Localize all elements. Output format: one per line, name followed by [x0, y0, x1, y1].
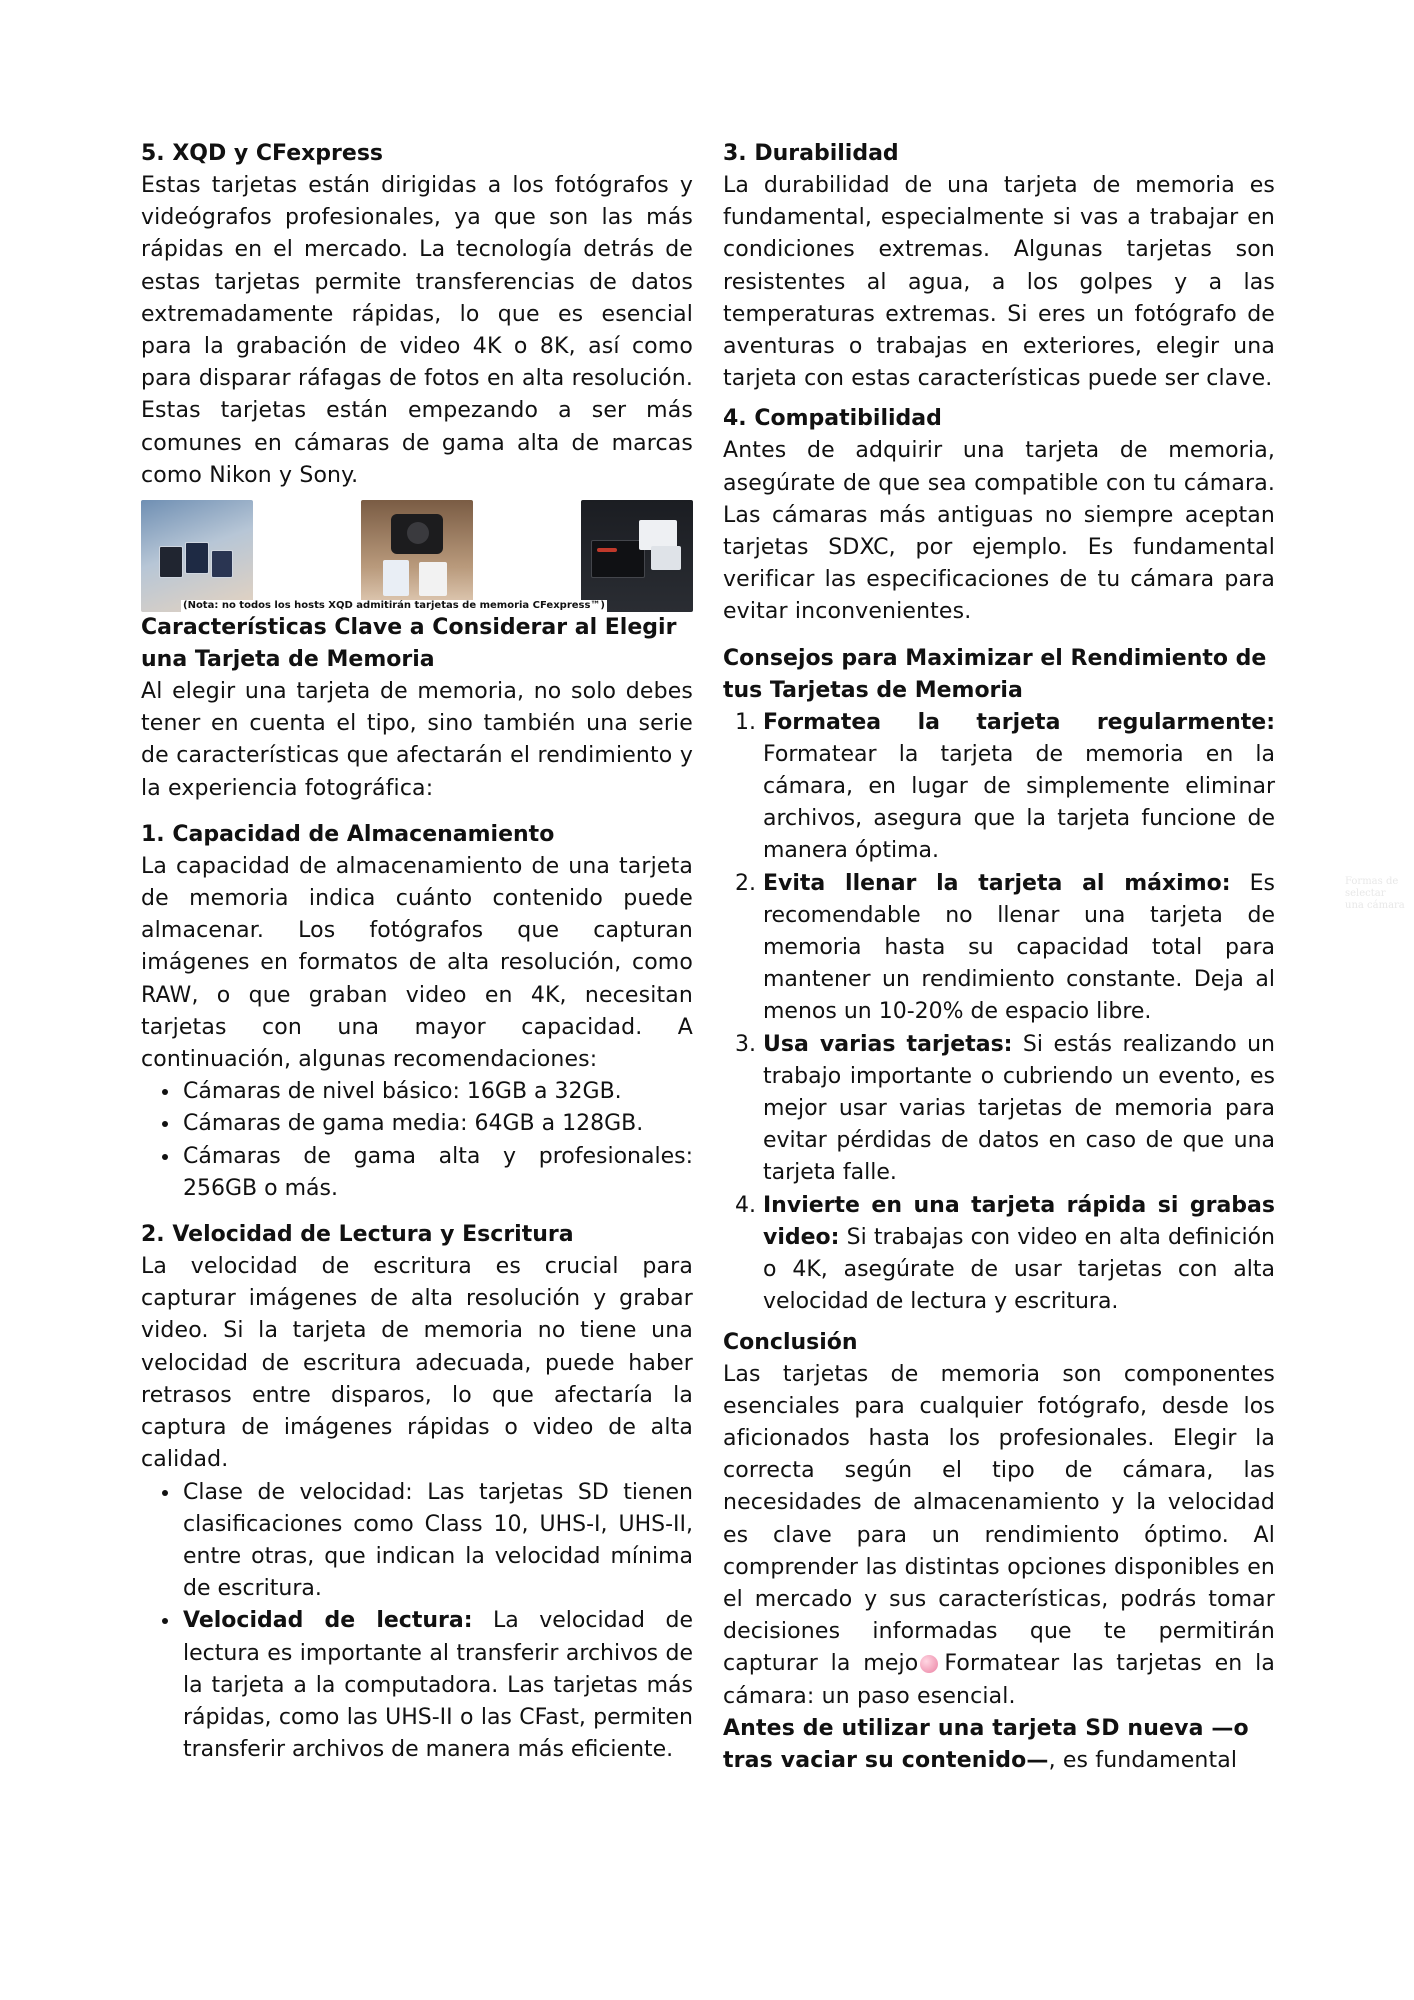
list-item [763, 868, 1275, 1029]
tips-list [723, 707, 1275, 1319]
list-item-text: Si trabajas con video en alta definición o 4K, asegúrate de usar tarjetas con alta velocidad de lectura y escritura. [763, 1224, 1275, 1315]
list-item [181, 1605, 693, 1766]
section-title-durability: 3. Durabilidad [723, 141, 899, 166]
section-text-capacity: La capacidad de almacenamiento de una tarjeta de memoria indica cuánto contenido puede almacenar. Los fotógrafos que capturan imágenes en formatos de alta resolución, como RAW, o que graban video en 4K, necesitan tarjetas con una mayor capacidad. A continuación, algunas recomendaciones: [141, 853, 693, 1073]
list-item [763, 1029, 1275, 1190]
section-text-conclusion [723, 1359, 1275, 1713]
section-title-conclusion: Conclusión [723, 1329, 858, 1355]
list-item-text: Si estás realizando un trabajo importante o cubriendo un evento, es mejor usar varias tarjetas de memoria para evitar pérdidas de datos en caso de que una tarjeta falle. [763, 1031, 1275, 1186]
watermark-text: Formas de selectar una cámara [1345, 876, 1405, 911]
list-item-text: Formatear la tarjeta de memoria en la cámara, en lugar de simplemente eliminar archivos, asegura que la tarjeta funcione de manera óptima. [763, 741, 1275, 864]
section-title-tips: Consejos para Maximizar el Rendimiento de tus Tarjetas de Memoria [723, 645, 1267, 703]
list-item-bold: Invierte en una tarjeta rápida si grabas video: [763, 1192, 1275, 1250]
list-item: • Cámaras de nivel básico: 16GB a 32GB. [181, 1076, 693, 1108]
pink-blob-icon [920, 1655, 938, 1673]
section-text-features: Al elegir una tarjeta de memoria, no solo debes tener en cuenta el tipo, sino también una serie de características que afectarán el rendimiento y la experiencia fotográfica: [141, 679, 693, 801]
list-item-bold: Velocidad de lectura: [183, 1608, 473, 1634]
section-title-features: Características Clave a Considerar al Elegir una Tarjeta de Memoria [141, 615, 677, 673]
photo-memory-cards-desk [141, 500, 253, 612]
section-text-durability: La durabilidad de una tarjeta de memoria es fundamental, especialmente si vas a trabajar en condiciones extremas. Algunas tarjetas son resistentes al agua, a los golpes y a las temperaturas extremas. Si eres un fotógrafo de aventuras o trabajas en exteriores, elegir una tarjeta con estas características puede ser clave. [723, 173, 1275, 392]
section-title-speed: 2. Velocidad de Lectura y Escritura [141, 1222, 574, 1248]
section-text-xqd: Estas tarjetas están dirigidas a los fotógrafos y videógrafos profesionales, ya que son las más rápidas en el mercado. La tecnología detrás de estas tarjetas permite transferencias de datos extremadamente rápidas, lo que es esencial para la grabación de video 4K o 8K, así como para disparar ráfagas de fotos en alta resolución. Estas tarjetas están empezando a ser más comunes en cámaras de gama alta de marcas como Nikon y Sony. [141, 173, 693, 488]
card-photos [141, 500, 693, 612]
left-column [141, 138, 693, 1766]
list-item-bold: Usa varias tarjetas: [763, 1031, 1013, 1057]
speed-list [141, 1477, 693, 1767]
list-item-bold: Formatea la tarjeta regularmente: [763, 709, 1275, 735]
photo-caption: (Nota: no todos los hosts XQD admitirán tarjetas de memoria CFexpress™) [183, 600, 606, 612]
list-item: • Cámaras de gama alta y profesionales: 256GB o más. [181, 1141, 693, 1205]
section-text-speed: La velocidad de escritura es crucial para capturar imágenes de alta resolución y grabar video. Si la tarjeta de memoria no tiene una velocidad de escritura adecuada, puede haber retrasos entre disparos, lo que afectaría la captura de imágenes rápidas o video de alta calidad. [141, 1254, 693, 1473]
photo-cfexpress-card [581, 500, 693, 612]
final-paragraph [723, 1713, 1275, 1777]
conclusion-text-a: Las tarjetas de memoria son componentes esenciales para cualquier fotógrafo, desde los aficionados hasta los profesionales. Elegir la correcta según el tipo de cámara, las necesidades de almacenamiento y la velocidad es clave para un rendimiento óptimo. Al comprender las distintas opciones disponibles en el mercado y sus características, podrás tomar decisiones informadas que te permitirán capturar la mejo [723, 1361, 1275, 1677]
section-text-compat: Antes de adquirir una tarjeta de memoria, asegúrate de que sea compatible con tu cámara. Las cámaras más antiguas no siempre aceptan tarjetas SDXC, por ejemplo. Es fundamental verificar las especificaciones de tu cámara para evitar inconvenientes. [723, 438, 1275, 625]
list-item-bold: Evita llenar la tarjeta al máximo: [763, 870, 1231, 896]
photo-camera-with-cards [361, 500, 473, 612]
list-item: • Clase de velocidad: Las tarjetas SD tienen clasificaciones como Class 10, UHS-I, UHS-II, entre otras, que indican la velocidad mínima de escritura. [181, 1477, 693, 1606]
list-item [763, 707, 1275, 868]
conclusion-text-b: Formatear las tarjetas en la cámara: un paso esencial. [723, 1651, 1276, 1709]
section-title-capacity: 1. Capacidad de Almacenamiento [141, 821, 555, 847]
list-item-text: Es recomendable no llenar una tarjeta de memoria hasta su capacidad total para mantener un rendimiento constante. Deja al menos un 10-20% de espacio libre. [763, 870, 1275, 1025]
list-item: • Cámaras de gama media: 64GB a 128GB. [181, 1108, 693, 1140]
list-item [763, 1190, 1275, 1319]
capacity-list [141, 1076, 693, 1205]
right-column [723, 138, 1275, 1777]
section-title-compat: 4. Compatibilidad [723, 406, 942, 432]
section-title-xqd: 5. XQD y CFexpress [141, 141, 384, 166]
final-text: , es fundamental [1048, 1747, 1238, 1773]
final-bold: Antes de utilizar una tarjeta SD nueva —o tras vaciar su contenido— [723, 1715, 1249, 1773]
list-item-text: La velocidad de lectura es importante al transferir archivos de la tarjeta a la computadora. Las tarjetas más rápidas, como las UHS-II o las CFast, permiten transferir archivos de manera más eficiente. [183, 1608, 693, 1763]
